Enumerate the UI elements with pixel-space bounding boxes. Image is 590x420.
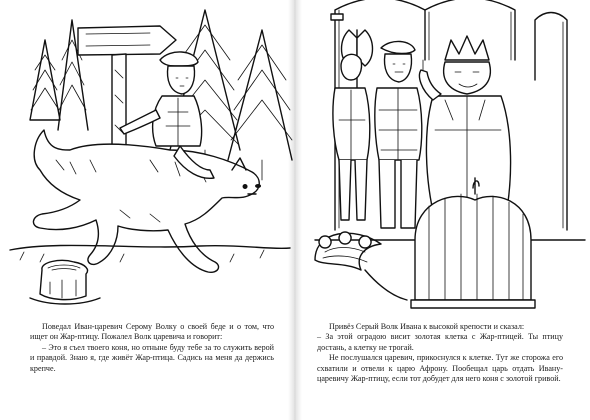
firebird-feathers [315,232,407,300]
tsar-afron [420,36,511,220]
illustration-tsar-afron-court [295,0,590,320]
ivan-standing [375,41,422,228]
right-page [295,0,590,420]
right-page-text [317,322,563,384]
paragraph: Не послушался царевич, прикоснулся к клетке. Тут же сторожа его схватили и отвели к царю Афрону. Пообещал царь отдать Ивану-царевичу Жар-птицу, если тот добудет для него коня с золотой гривой. [317,353,563,384]
paragraph: – Это я съел твоего коня, но отныне буду тебе за то служить верой и правдой. Знаю я, где живёт Жар-птица. Садись на меня да держись крепче. [30,342,274,373]
left-page-text [30,322,274,374]
book-gutter [288,0,302,420]
ground-and-stump [10,245,290,304]
paragraph: Поведал Иван-царевич Серому Волку о своей беде и о том, что ищет он Жар-птицу. Пожалел Волк царевича и говорит: [30,322,274,342]
illustration-wolf-and-ivan [0,0,295,320]
wolf [33,130,261,272]
paragraph: Привёз Серый Волк Ивана к высокой крепости и сказал: [329,322,525,331]
paragraph: – За этой оградою висит золотая клетка с Жар-птицей. Ты птицу достань, а клетку не трогай. [317,332,563,352]
